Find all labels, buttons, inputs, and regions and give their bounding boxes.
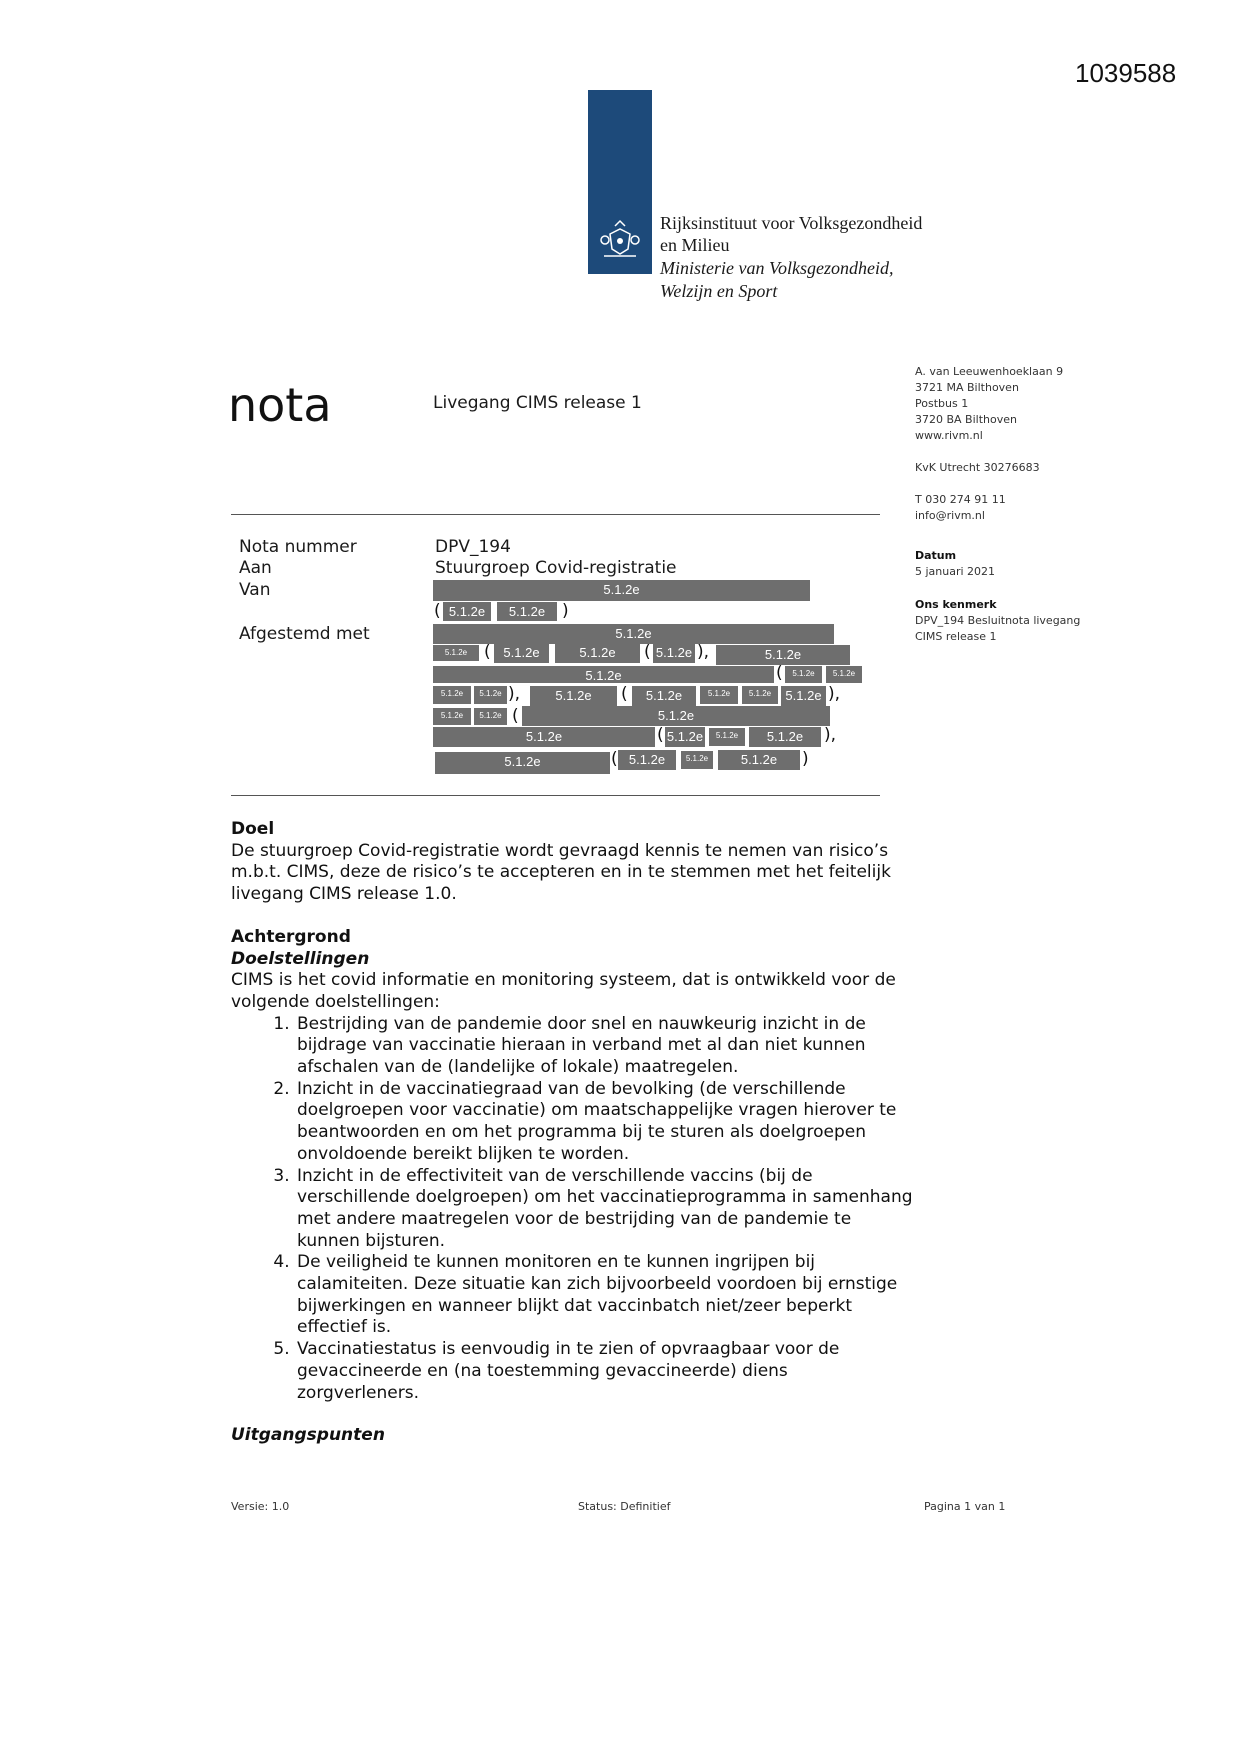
- document-type: nota: [228, 378, 332, 432]
- redaction-block: 5.1.2e: [632, 686, 696, 706]
- document-body: [231, 819, 911, 1447]
- doel-paragraph: De stuurgroep Covid-registratie wordt gevraagd kennis te nemen van risico’s m.b.t. CIMS, deze de risico’s te accepteren en in te stemmen met het feitelijk livegang CIMS release 1.0.: [231, 840, 891, 905]
- address-line: 3720 BA Bilthoven: [915, 413, 1017, 426]
- reference-label: Ons kenmerk: [915, 598, 997, 611]
- redaction-block: 5.1.2e: [497, 602, 557, 621]
- redaction-block: 5.1.2e: [555, 643, 640, 663]
- meta-label-van: Van: [239, 580, 271, 600]
- document-subject: Livegang CIMS release 1: [433, 393, 642, 413]
- org-name-line1: Rijksinstituut voor Volksgezondheid: [660, 213, 923, 233]
- email-link[interactable]: info@rivm.nl: [915, 509, 985, 522]
- subheading-uitgangspunten: Uitgangspunten: [231, 1425, 385, 1446]
- crest-icon: [598, 216, 642, 260]
- redaction-block: 5.1.2e: [530, 686, 617, 706]
- redaction-block: 5.1.2e: [494, 643, 549, 663]
- redaction-block: 5.1.2e: [826, 666, 862, 683]
- ministry-line1: Ministerie van Volksgezondheid,: [660, 258, 894, 278]
- kvk-number: KvK Utrecht 30276683: [915, 461, 1040, 474]
- address-line: A. van Leeuwenhoeklaan 9: [915, 365, 1064, 378]
- redaction-block: 5.1.2e: [522, 706, 830, 726]
- list-item: 3. Inzicht in de effectiviteit van de verschillende vaccins (bij de verschillende doelgroepen) om het vaccinatieprogramma in samenhang met andere maatregelen voor de bestrijding van de pandemie te kunnen bijsturen.: [295, 1166, 915, 1253]
- redaction-block: 5.1.2e: [433, 666, 774, 683]
- address-line: 3721 MA Bilthoven: [915, 381, 1019, 394]
- redaction-block: 5.1.2e: [474, 708, 507, 725]
- address-line: Postbus 1: [915, 397, 969, 410]
- meta-label-nota-nummer: Nota nummer: [239, 537, 357, 557]
- document-id: 1039588: [1075, 58, 1177, 88]
- redaction-block: 5.1.2e: [742, 686, 778, 704]
- date-label: Datum: [915, 549, 957, 562]
- redaction-block: 5.1.2e: [433, 727, 655, 747]
- goals-list: [231, 1014, 915, 1405]
- redaction-block: 5.1.2e: [474, 686, 507, 704]
- date-value: 5 januari 2021: [915, 565, 996, 578]
- redaction-block: 5.1.2e: [435, 752, 610, 774]
- divider-top: [231, 514, 880, 515]
- redaction-block: 5.1.2e: [433, 708, 471, 725]
- redaction-block: 5.1.2e: [433, 580, 810, 601]
- redaction-block: 5.1.2e: [618, 750, 676, 770]
- ministry-line2: Welzijn en Sport: [660, 281, 778, 301]
- divider-bottom: [231, 795, 880, 796]
- redaction-block: 5.1.2e: [433, 645, 479, 661]
- redaction-block: 5.1.2e: [665, 727, 705, 747]
- list-item: 1. Bestrijding van de pandemie door snel en nauwkeurig inzicht in de bijdrage van vaccinatie hieraan in verband met al dan niet kunnen afschalen van de (landelijke of lokale) maatregelen.: [295, 1014, 915, 1079]
- redaction-block: 5.1.2e: [653, 643, 695, 663]
- footer-status: Status: Definitief: [578, 1500, 671, 1513]
- website-link[interactable]: www.rivm.nl: [915, 429, 983, 442]
- nota-nummer-value: DPV_194: [435, 537, 511, 557]
- section-heading-achtergrond: Achtergrond: [231, 926, 351, 947]
- list-item: 5. Vaccinatiestatus is eenvoudig in te zien of opvraagbaar voor de gevaccineerde en (na toestemming gevaccineerde) diens zorgverleners.: [295, 1339, 915, 1404]
- list-item: 4. De veiligheid te kunnen monitoren en te kunnen ingrijpen bij calamiteiten. Deze situatie kan zich bijvoorbeeld voordoen bij ernstige bijwerkingen en wanneer blijkt dat vaccinbatch niet/zeer beperkt effectief is.: [295, 1252, 915, 1339]
- subheading-doelstellingen: Doelstellingen: [231, 948, 370, 969]
- redaction-block: 5.1.2e: [700, 686, 738, 704]
- doelstellingen-intro: CIMS is het covid informatie en monitoring systeem, dat is ontwikkeld voor de volgende doelstellingen:: [231, 970, 896, 1012]
- org-name-line2: en Milieu: [660, 235, 730, 255]
- redaction-block: 5.1.2e: [718, 750, 800, 770]
- redaction-block: 5.1.2e: [681, 751, 713, 769]
- redaction-block: 5.1.2e: [709, 728, 745, 746]
- redaction-block: 5.1.2e: [781, 686, 826, 706]
- redaction-block: 5.1.2e: [443, 602, 491, 621]
- redaction-block: 5.1.2e: [749, 727, 821, 747]
- redaction-block: 5.1.2e: [433, 686, 471, 704]
- list-item: 2. Inzicht in de vaccinatiegraad van de bevolking (de verschillende doelgroepen voor vaccinatie) om maatschappelijke vragen hierover te beantwoorden en om het programma bij te sturen als doelgroepen onvoldoende bereikt blijken te worden.: [295, 1079, 915, 1166]
- phone-number: T 030 274 91 11: [915, 493, 1006, 506]
- redaction-block: 5.1.2e: [785, 666, 822, 683]
- section-heading-doel: Doel: [231, 819, 275, 839]
- reference-line2: CIMS release 1: [915, 630, 997, 643]
- sidebar-address: [915, 364, 1063, 444]
- aan-value: Stuurgroep Covid-registratie: [435, 558, 677, 578]
- reference-line1: DPV_194 Besluitnota livegang: [915, 614, 1081, 627]
- meta-label-afgestemd-met: Afgestemd met: [239, 624, 370, 644]
- redaction-block: 5.1.2e: [716, 645, 850, 665]
- footer-version: Versie: 1.0: [231, 1500, 290, 1513]
- meta-label-aan: Aan: [239, 558, 272, 578]
- redaction-block: 5.1.2e: [433, 624, 834, 644]
- rijksoverheid-logo: [588, 90, 652, 274]
- footer-page: Pagina 1 van 1: [924, 1500, 1006, 1513]
